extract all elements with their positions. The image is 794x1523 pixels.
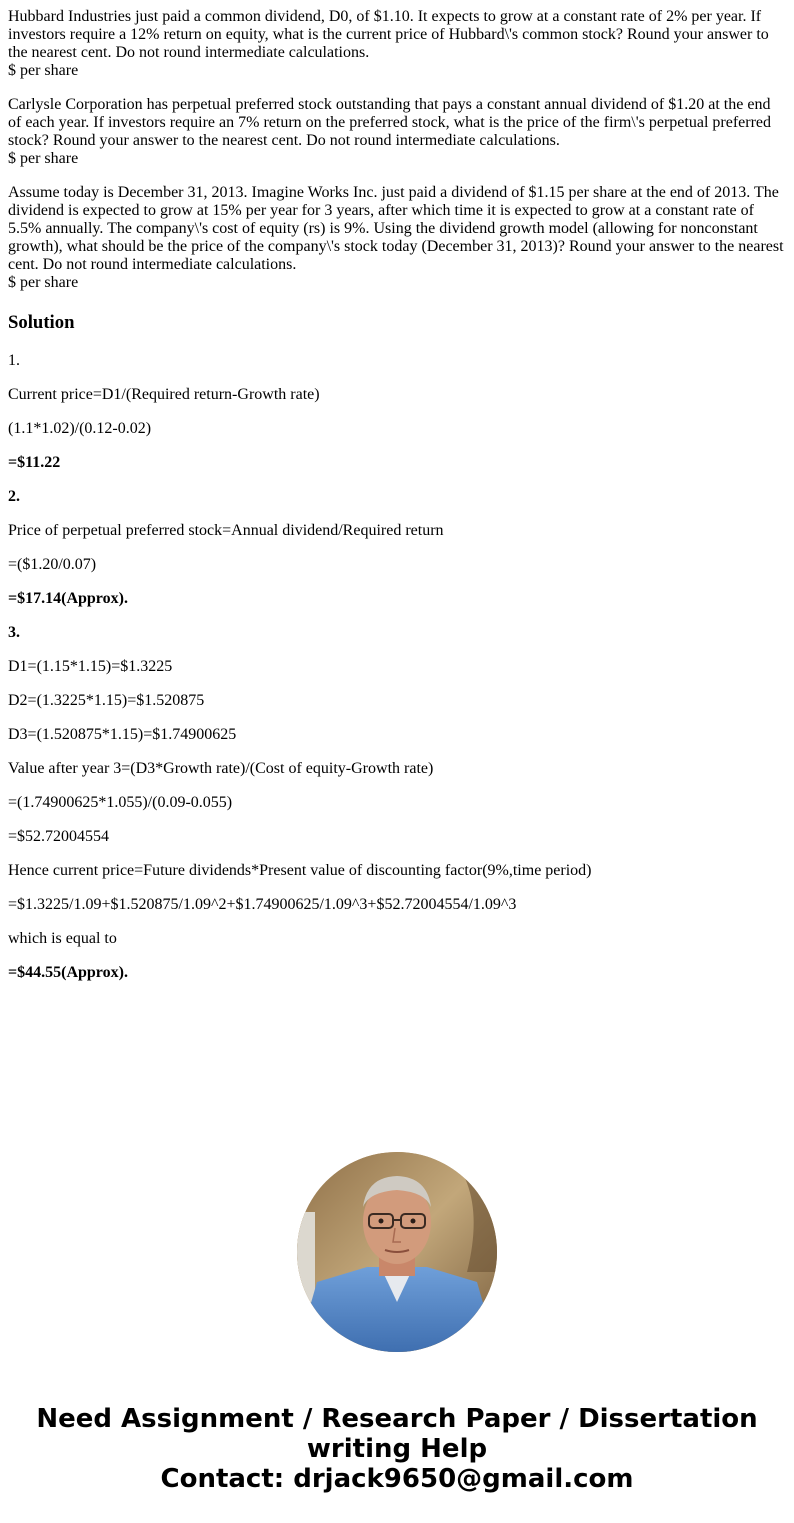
banner-line: Need Assignment / Research Paper / Dissertation bbox=[36, 1404, 758, 1434]
solution-line: =($1.20/0.07) bbox=[8, 556, 97, 573]
author-avatar bbox=[297, 1152, 497, 1352]
solution-line: D2=(1.3225*1.15)=$1.520875 bbox=[8, 692, 205, 709]
solution-line: 1. bbox=[8, 352, 20, 369]
question-text: Assume today is December 31, 2013. Imagine Works Inc. just paid a dividend of $1.15 per share at the end of 2013. The dividend is expected to grow at 15% per year for 3 years, after which time it is expected to grow at a constant rate of 5.5% annually. The company\'s cost of equity (rs) is 9%. Using the dividend growth model (allowing for nonconstant growth), what should be the price of the company\'s stock today (December 31, 2013)? Round your answer to the nearest cent. Do not round intermediate calculations. bbox=[8, 184, 784, 273]
question-text: Carlysle Corporation has perpetual preferred stock outstanding that pays a constant annual dividend of $1.20 at the end of each year. If investors require an 7% return on the preferred stock, what is the price of the firm\'s perpetual preferred stock? Round your answer to the nearest cent. Do not round intermediate calculations. bbox=[8, 96, 771, 149]
solution-line: which is equal to bbox=[8, 930, 117, 947]
solution-line: Price of perpetual preferred stock=Annual dividend/Required return bbox=[8, 522, 444, 539]
banner-line: writing Help bbox=[306, 1434, 488, 1464]
solution-line: =(1.74900625*1.055)/(0.09-0.055) bbox=[8, 794, 233, 811]
solution-answer: =$11.22 bbox=[8, 454, 61, 471]
question-1 bbox=[8, 8, 786, 80]
contact-email: Contact: drjack9650@gmail.com bbox=[160, 1464, 634, 1494]
answer-line: $ per share bbox=[8, 274, 79, 291]
contact-banner bbox=[0, 1404, 794, 1494]
author-photo-section bbox=[0, 1152, 794, 1352]
solution-answer: =$44.55(Approx). bbox=[8, 964, 128, 981]
solution-line: Hence current price=Future dividends*Present value of discounting factor(9%,time period) bbox=[8, 862, 592, 879]
solution-line: Value after year 3=(D3*Growth rate)/(Cost of equity-Growth rate) bbox=[8, 760, 434, 777]
questions bbox=[8, 8, 786, 292]
answer-line: $ per share bbox=[8, 150, 79, 167]
solution-line: 3. bbox=[8, 624, 20, 641]
solution-line: 2. bbox=[8, 488, 20, 505]
solution-line: (1.1*1.02)/(0.12-0.02) bbox=[8, 420, 152, 437]
question-2 bbox=[8, 96, 786, 168]
solution-answer: =$17.14(Approx). bbox=[8, 590, 128, 607]
answer-line: $ per share bbox=[8, 62, 79, 79]
solution-heading: Solution bbox=[8, 312, 75, 333]
solution-line: D3=(1.520875*1.15)=$1.74900625 bbox=[8, 726, 237, 743]
question-text: Hubbard Industries just paid a common dividend, D0, of $1.10. It expects to grow at a constant rate of 2% per year. If investors require a 12% return on equity, what is the current price of Hubbard\'s common stock? Round your answer to the nearest cent. Do not round intermediate calculations. bbox=[8, 8, 769, 61]
solution-line: D1=(1.15*1.15)=$1.3225 bbox=[8, 658, 173, 675]
solution-line: Current price=D1/(Required return-Growth rate) bbox=[8, 386, 320, 403]
solution-body bbox=[8, 352, 786, 982]
question-3 bbox=[8, 184, 786, 292]
solution-line: =$1.3225/1.09+$1.520875/1.09^2+$1.74900625/1.09^3+$52.72004554/1.09^3 bbox=[8, 896, 517, 913]
solution-line: =$52.72004554 bbox=[8, 828, 110, 845]
avatar-illustration bbox=[297, 1152, 497, 1352]
